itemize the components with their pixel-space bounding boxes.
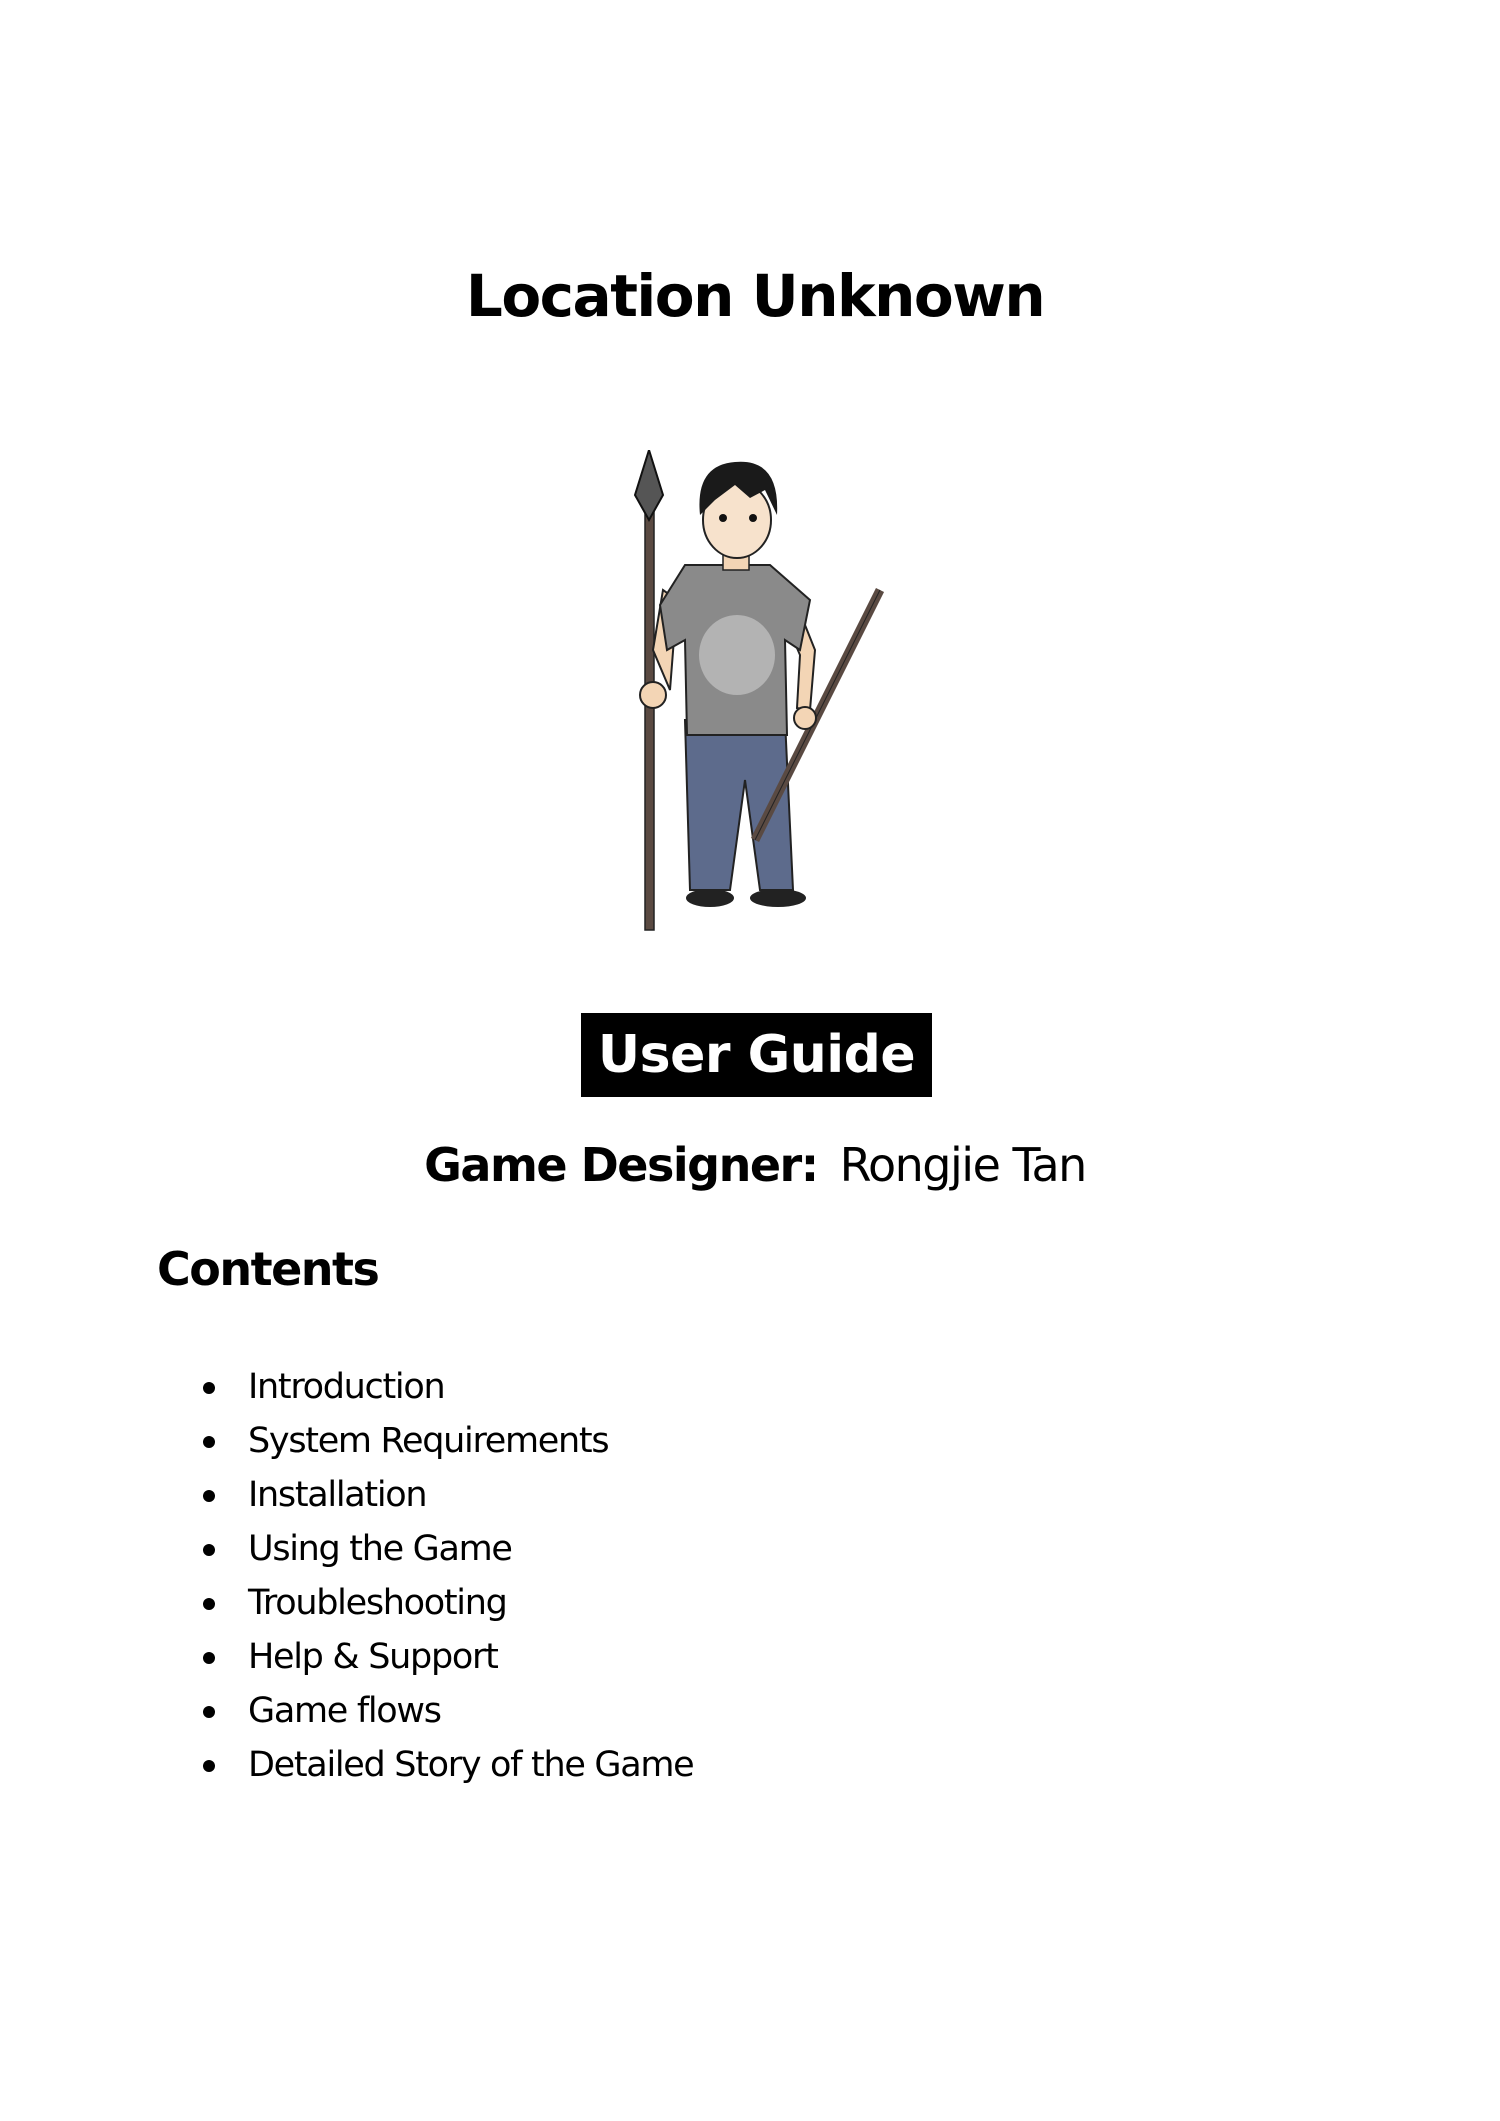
contents-item: Game flows	[0, 1684, 693, 1738]
bullet-icon	[203, 1490, 215, 1502]
document-title: Location Unknown	[465, 262, 1045, 330]
contents-list	[0, 1360, 693, 1792]
contents-heading: Contents	[157, 1242, 379, 1296]
bullet-icon	[203, 1598, 215, 1610]
bullet-icon	[203, 1382, 215, 1394]
character-illustration	[615, 450, 895, 945]
contents-item: Help & Support	[0, 1630, 693, 1684]
contents-item: Installation	[0, 1468, 693, 1522]
user-guide-banner: User Guide	[581, 1013, 932, 1097]
contents-item: Introduction	[0, 1360, 693, 1414]
designer-label: Game Designer:	[424, 1138, 818, 1192]
game-designer-line	[0, 1138, 1500, 1192]
bullet-icon	[203, 1652, 215, 1664]
bullet-icon	[203, 1706, 215, 1718]
bullet-icon	[203, 1436, 215, 1448]
contents-item: Detailed Story of the Game	[0, 1738, 693, 1792]
bullet-icon	[203, 1544, 215, 1556]
contents-item: System Requirements	[0, 1414, 693, 1468]
bullet-icon	[203, 1760, 215, 1772]
designer-name: Rongjie Tan	[839, 1138, 1086, 1192]
contents-item: Using the Game	[0, 1522, 693, 1576]
contents-item: Troubleshooting	[0, 1576, 693, 1630]
